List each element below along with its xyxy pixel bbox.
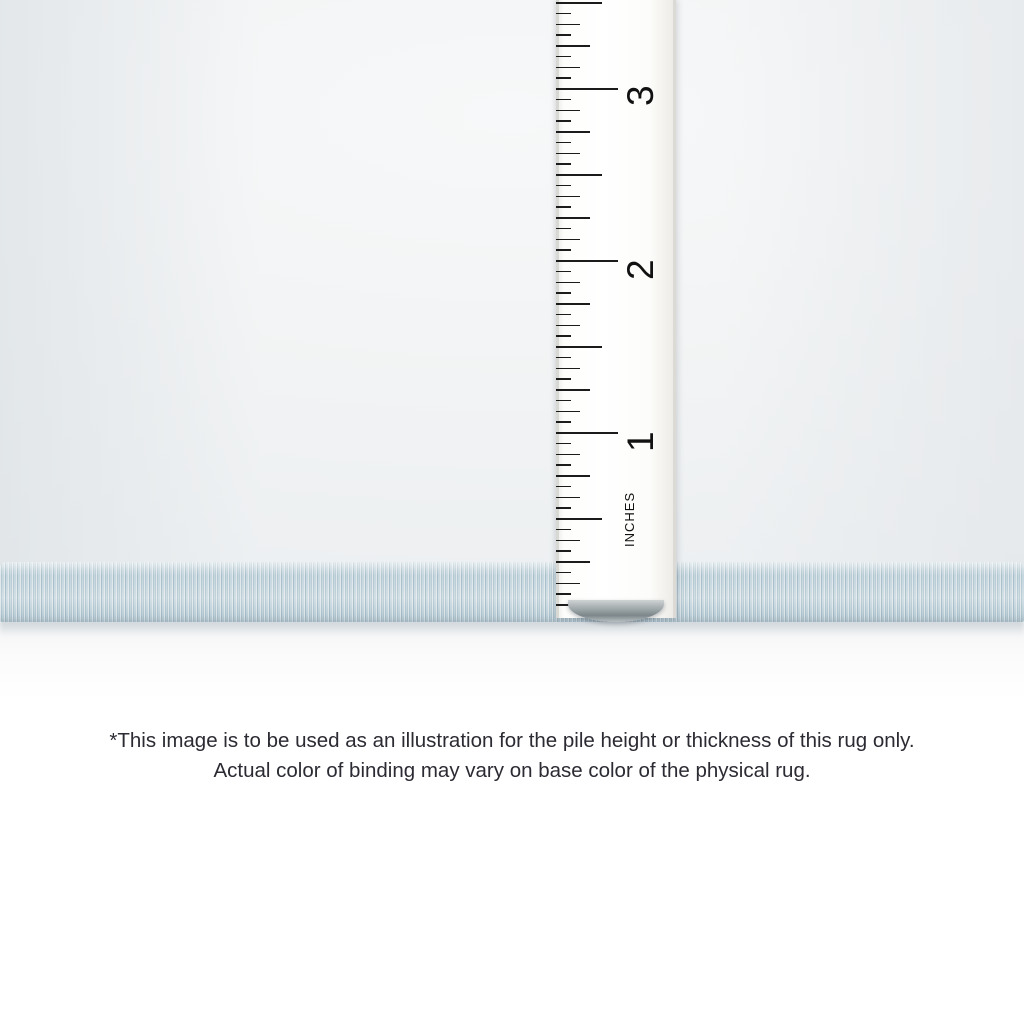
- ruler-tick: [556, 432, 618, 434]
- ruler-tick: [556, 325, 580, 327]
- ruler-tick: [556, 228, 571, 230]
- ruler-tick: [556, 88, 618, 90]
- ruler-number-2: 2: [620, 259, 661, 280]
- ruler-tick: [556, 486, 571, 488]
- ruler-tick: [556, 400, 571, 402]
- ruler-tick: [556, 540, 580, 542]
- ruler-tick: [556, 217, 590, 219]
- ruler-tick: [556, 314, 571, 316]
- ruler-tick: [556, 271, 571, 273]
- rug-highlight: [0, 562, 1024, 576]
- ruler-tick: [556, 131, 590, 133]
- ruler-tick: [556, 411, 580, 413]
- ruler-tick: [556, 120, 571, 122]
- ruler-tick: [556, 443, 571, 445]
- ruler-tick: [556, 196, 580, 198]
- ruler-tick: [556, 368, 580, 370]
- ruler-tick: [556, 335, 571, 337]
- ruler-tick: [556, 572, 571, 574]
- ruler-tick: [556, 24, 580, 26]
- caption-line-1: *This image is to be used as an illustration for the pile height or thickness of this rug only.: [109, 729, 915, 752]
- ruler-tick: [556, 99, 571, 101]
- ruler-tick: [556, 249, 571, 251]
- ruler-tick: [556, 174, 602, 176]
- ruler-tick: [556, 260, 618, 262]
- ruler-tick: [556, 292, 571, 294]
- ruler-tick: [556, 583, 580, 585]
- ruler-tick: [556, 389, 590, 391]
- ruler-number-3: 3: [620, 85, 661, 106]
- ruler-tick: [556, 507, 571, 509]
- tape-measure: [556, 0, 676, 618]
- caption-line-2: Actual color of binding may vary on base color of the physical rug.: [213, 759, 811, 782]
- backdrop-shadow-right: [724, 0, 1024, 566]
- ruler-tick: [556, 110, 580, 112]
- ruler-tick: [556, 67, 580, 69]
- ruler-unit-label: INCHES: [622, 491, 637, 547]
- ruler-tick: [556, 153, 580, 155]
- ruler-number-1: 1: [620, 431, 661, 452]
- ruler-tick: [556, 454, 580, 456]
- ruler-tick: [556, 163, 571, 165]
- ruler-tick: [556, 593, 571, 595]
- tape-edge-left: [556, 0, 559, 618]
- ruler-tick: [556, 550, 571, 552]
- ruler-tick: [556, 282, 580, 284]
- ruler-tick: [556, 206, 571, 208]
- rug-contact-shadow: [0, 620, 1024, 636]
- backdrop-shadow-left: [0, 0, 260, 566]
- ruler-tick: [556, 2, 602, 4]
- rug-binding-edge: [0, 562, 1024, 624]
- ruler-tick: [556, 518, 602, 520]
- ruler-tick: [556, 142, 571, 144]
- disclaimer-caption: [0, 726, 1024, 786]
- ruler-tick: [556, 13, 571, 15]
- ruler-tick: [556, 303, 590, 305]
- ruler-tick: [556, 56, 571, 58]
- tape-edge-right: [673, 0, 676, 618]
- ruler-tick: [556, 77, 571, 79]
- ruler-tick: [556, 357, 571, 359]
- ruler-tick: [556, 421, 571, 423]
- ruler-tick: [556, 34, 571, 36]
- ruler-tick: [556, 497, 580, 499]
- ruler-tick: [556, 346, 602, 348]
- ruler-tick: [556, 45, 590, 47]
- ruler-tick: [556, 475, 590, 477]
- ruler-tick: [556, 561, 590, 563]
- ruler-tick: [556, 464, 571, 466]
- ruler-tick: [556, 239, 580, 241]
- ruler-tick: [556, 185, 571, 187]
- ruler-tick: [556, 378, 571, 380]
- ruler-tick: [556, 529, 571, 531]
